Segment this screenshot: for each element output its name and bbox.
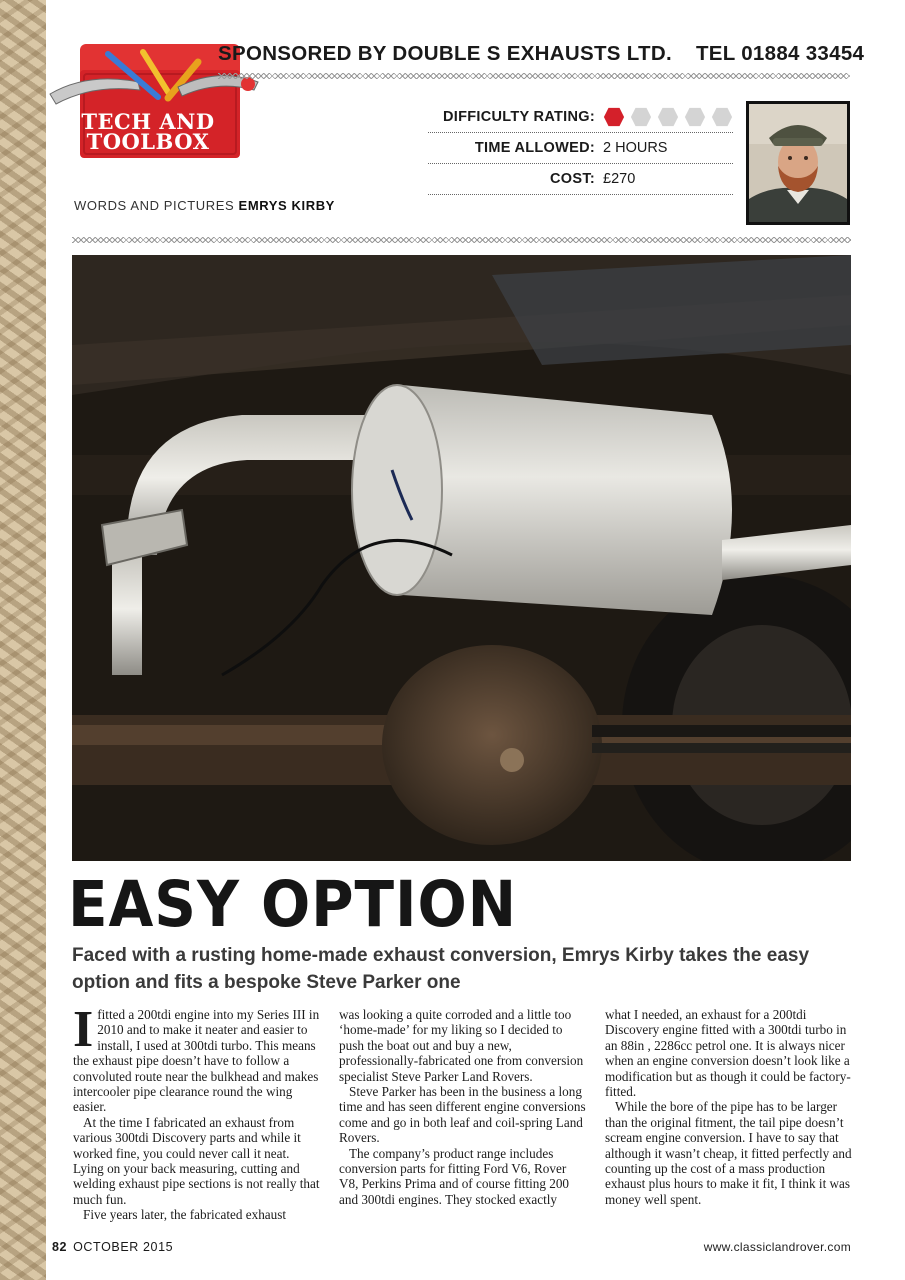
difficulty-hex-empty <box>657 106 679 128</box>
paragraph <box>73 1001 321 1115</box>
difficulty-hex-empty <box>711 106 733 128</box>
tyre-tread-border <box>0 0 46 1280</box>
header-divider <box>218 73 850 79</box>
page-number: 82 <box>52 1240 68 1254</box>
difficulty-hex-empty <box>684 106 706 128</box>
paragraph-text: fitted a 200tdi engine into my Series III in 2010 and to make it neater and easier to install, I used at 300tdi turbo. This means the exhaust pipe doesn’t have to follow a convoluted route near the bulkhead and makes intercooler pipe clearance round the wing easier. <box>73 1007 320 1115</box>
exhaust-photo <box>72 255 851 861</box>
paragraph: At the time I fabricated an exhaust from various 300tdi Discovery parts and while it worked fine, you could never call it neat. Lying on your back measuring, cutting and welding exhaust pipe sections is not really that much fun. <box>73 1114 320 1207</box>
sponsor-tel: TEL 01884 33454 <box>695 42 865 65</box>
footer-folio <box>52 1240 173 1254</box>
cost-value: £270 <box>603 171 636 187</box>
time-label: TIME ALLOWED: <box>474 140 595 156</box>
byline-prefix: WORDS AND PICTURES <box>74 198 235 213</box>
difficulty-row <box>428 102 733 133</box>
article-body <box>73 1001 853 1223</box>
time-value: 2 HOURS <box>603 140 668 156</box>
paragraph: Steve Parker has been in the business a long time and has seen different engine conversions come and go in both leaf and coil-spring Land Rovers. <box>339 1084 586 1146</box>
column-1 <box>73 1001 321 1223</box>
column-2 <box>339 1007 587 1223</box>
difficulty-hex-filled <box>603 106 625 128</box>
sponsor-line <box>218 42 864 66</box>
byline-author: EMRYS KIRBY <box>238 198 335 213</box>
paragraph: Five years later, the fabricated exhaust <box>83 1207 287 1223</box>
byline-divider <box>72 237 851 243</box>
paragraph: was looking a quite corroded and a little too ‘home-made’ for my liking so I decided to push the boat out and buy a new, professionally-fabricated one from conversion specialist Steve Parker Land Rovers. <box>339 1007 584 1084</box>
logo-text: TECH AND TOOLBOX <box>81 109 215 154</box>
difficulty-label: DIFFICULTY RATING: <box>443 109 595 125</box>
cost-row <box>428 164 733 195</box>
byline <box>74 198 335 213</box>
sponsor-name: SPONSORED BY DOUBLE S EXHAUSTS LTD. <box>218 42 672 65</box>
paragraph: While the bore of the pipe has to be larger than the original fitment, the tail pipe doesn’t scream engine conversion. I have to say that although it wasn’t cheap, it fitted perfectly and counting up the cost of a mass production exhaust plus hours to make it fit, I think it was money well spent. <box>605 1099 852 1207</box>
cost-label: COST: <box>550 171 595 187</box>
paragraph: what I needed, an exhaust for a 200tdi Discovery engine fitted with a 300tdi turbo in an 88in , 2286cc petrol one. It is always nicer when an engine conversion doesn’t look like a modification but as though it could be factory-fitted. <box>605 1007 851 1100</box>
standfirst: Faced with a rusting home-made exhaust conversion, Emrys Kirby takes the easy option and fits a bespoke Steve Parker one <box>72 945 810 993</box>
issue-date: OCTOBER 2015 <box>73 1240 174 1254</box>
drop-cap: I <box>73 1001 94 1058</box>
time-row <box>428 133 733 164</box>
author-portrait <box>746 101 850 225</box>
difficulty-hexes <box>603 106 733 128</box>
footer-url: www.classiclandrover.com <box>703 1240 851 1254</box>
headline: EASY OPTION <box>68 868 518 941</box>
paragraph: The company’s product range includes conversion parts for fitting Ford V6, Rover V8, Perkins Prima and of course fitting 200 and 300tdi engines. They stocked exactly <box>339 1145 570 1207</box>
ratings-panel <box>428 102 733 195</box>
column-3 <box>605 1007 853 1223</box>
difficulty-hex-empty <box>630 106 652 128</box>
